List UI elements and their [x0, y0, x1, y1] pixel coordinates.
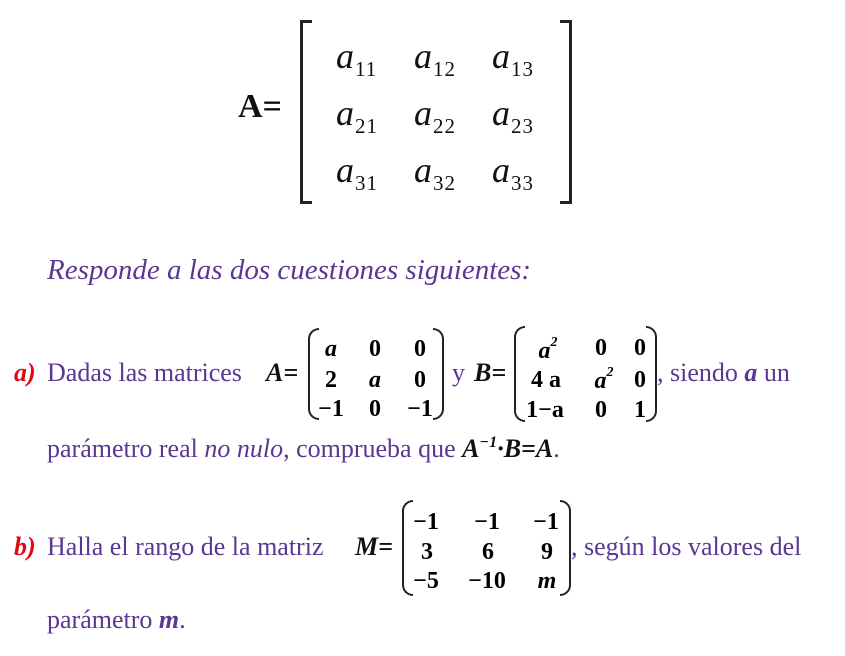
question-b-continuation: , según los valores del	[571, 532, 802, 561]
matrix-entry-a11: $a_{11}$	[336, 36, 378, 81]
question-b-line2: parámetro m.	[47, 605, 186, 634]
matrix-m-cell: −1	[533, 509, 559, 535]
matrix-m-cell: 3	[421, 539, 433, 565]
matrix-b-cell: $a^2$	[594, 365, 614, 394]
parameter-a: a	[744, 358, 758, 387]
matrix-entry-a23: $a_{23}$	[492, 93, 534, 138]
matrix-b-label: B=	[474, 358, 507, 387]
matrix-a-cell: 0	[414, 336, 426, 362]
matrix-entry-a21: $a_{21}$	[336, 93, 378, 138]
matrix-entry-a12: $a_{12}$	[414, 36, 456, 81]
matrix-a-cell: 0	[369, 396, 381, 422]
matrix-b-cell: 0	[634, 335, 646, 361]
left-square-bracket	[300, 20, 312, 204]
matrix-a-cell: 0	[414, 367, 426, 393]
matrix-m-cell: m	[537, 568, 557, 594]
matrix-b-cell: 0	[595, 397, 607, 423]
matrix-entry-a33: $a_{33}$	[492, 150, 534, 195]
matrix-a-cell: 0	[369, 336, 381, 362]
matrix-m-label: M=	[355, 532, 393, 561]
right-square-bracket	[560, 20, 572, 204]
matrix-entry-a13: $a_{13}$	[492, 36, 534, 81]
question-a-marker: a)	[14, 358, 36, 387]
question-a-intro: Dadas las matrices	[47, 358, 242, 387]
matrix-b-cell: 0	[634, 367, 646, 393]
matrix-m-cell: 6	[482, 539, 494, 565]
matrix-a-cell: a	[325, 336, 337, 362]
matrix-a-small-label: A=	[266, 358, 299, 387]
matrix-m-cell: −5	[413, 568, 439, 594]
matrix-m-cell: −1	[474, 509, 500, 535]
equation: $A^{-1}\cdot B=A$	[462, 434, 554, 463]
matrix-entry-a31: $a_{31}$	[336, 150, 378, 195]
question-a-continuation: , siendo a un	[657, 358, 790, 387]
matrix-a-cell: −1	[407, 396, 433, 422]
matrix-b-cell: 0	[595, 335, 607, 361]
question-b-marker: b)	[14, 532, 36, 561]
matrix-b-cell: $a^2$	[538, 335, 558, 364]
matrix-a-cell: 2	[325, 367, 337, 393]
conjunction-y: y	[452, 358, 465, 387]
question-a-line2: parámetro real no nulo, comprueba que $A^{-1}\cdot B=A$.	[47, 434, 560, 463]
question-b-intro: Halla el rango de la matriz	[47, 532, 324, 561]
matrix-m-cell: −1	[413, 509, 439, 535]
matrix-entry-a32: $a_{32}$	[414, 150, 456, 195]
parameter-m: m	[158, 605, 180, 634]
matrix-m-cell: −10	[468, 568, 506, 594]
matrix-a-label: A=	[238, 88, 282, 125]
matrix-b-cell: 1−a	[526, 397, 564, 423]
matrix-entry-a22: $a_{22}$	[414, 93, 456, 138]
matrix-m-cell: 9	[541, 539, 553, 565]
matrix-a-cell: a	[369, 367, 381, 393]
matrix-a-cell: −1	[318, 396, 344, 422]
matrix-b-cell: 1	[634, 397, 646, 423]
instructions-heading: Responde a las dos cuestiones siguientes:	[47, 254, 532, 286]
no-nulo-emphasis: no nulo	[204, 434, 284, 463]
matrix-b-cell: 4 a	[531, 367, 561, 393]
